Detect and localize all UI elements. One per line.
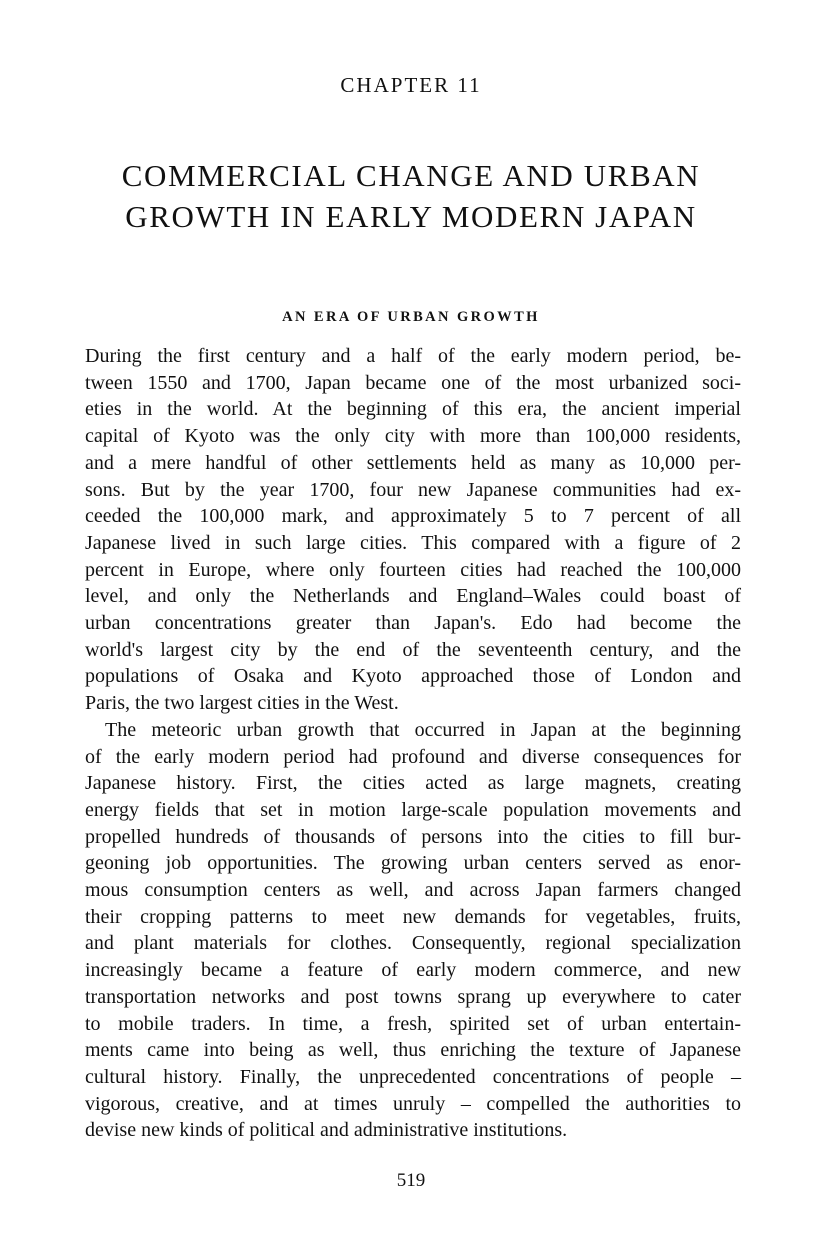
text-line: level, and only the Netherlands and England–Wales could boast of: [85, 585, 741, 608]
text-line: tween 1550 and 1700, Japan became one of the most urbanized soci-: [85, 371, 741, 394]
chapter-title-line: GROWTH IN EARLY MODERN JAPAN: [125, 199, 697, 234]
text-line: and plant materials for clothes. Consequently, regional specialization: [85, 932, 741, 955]
text-line: propelled hundreds of thousands of persons into the cities to fill bur-: [85, 825, 741, 848]
text-line: vigorous, creative, and at times unruly – compelled the authorities to: [85, 1092, 741, 1115]
paragraph: [85, 343, 741, 717]
text-line: geoning job opportunities. The growing urban centers served as enor-: [85, 852, 741, 875]
text-line: Paris, the two largest cities in the West.: [85, 692, 399, 715]
text-line: transportation networks and post towns sprang up everywhere to cater: [85, 985, 741, 1008]
text-line: capital of Kyoto was the only city with more than 100,000 residents,: [85, 425, 741, 448]
text-line: mous consumption centers as well, and across Japan farmers changed: [85, 879, 741, 902]
text-line: and a mere handful of other settlements held as many as 10,000 per-: [85, 451, 741, 474]
text-line: percent in Europe, where only fourteen cities had reached the 100,000: [85, 558, 741, 581]
text-line: sons. But by the year 1700, four new Japanese communities had ex-: [85, 478, 741, 501]
text-line: ments came into being as well, thus enriching the texture of Japanese: [85, 1039, 741, 1062]
text-line: devise new kinds of political and administrative institutions.: [85, 1119, 568, 1142]
paragraph: [85, 717, 741, 1144]
text-line: urban concentrations greater than Japan's. Edo had become the: [85, 612, 741, 635]
body-text: [85, 343, 741, 1144]
section-heading: AN ERA OF URBAN GROWTH: [282, 309, 540, 325]
text-line: eties in the world. At the beginning of this era, the ancient imperial: [85, 398, 741, 421]
text-line: cultural history. Finally, the unprecedented concentrations of people –: [85, 1065, 741, 1088]
text-line: populations of Osaka and Kyoto approached those of London and: [85, 665, 741, 688]
chapter-title: [0, 155, 822, 237]
chapter-title-line: COMMERCIAL CHANGE AND URBAN: [121, 158, 701, 193]
text-line: their cropping patterns to meet new demands for vegetables, fruits,: [85, 905, 741, 928]
text-line: During the first century and a half of the early modern period, be-: [85, 345, 741, 367]
text-line: to mobile traders. In time, a fresh, spirited set of urban entertain-: [85, 1012, 741, 1035]
text-line: of the early modern period had profound and diverse consequences for: [85, 745, 741, 768]
page-number: 519: [396, 1170, 426, 1191]
chapter-label: CHAPTER 11: [340, 73, 482, 97]
text-line: Japanese lived in such large cities. This compared with a figure of 2: [85, 531, 741, 554]
text-line: Japanese history. First, the cities acted as large magnets, creating: [85, 772, 741, 795]
text-line: world's largest city by the end of the seventeenth century, and the: [85, 638, 741, 661]
text-line: ceeded the 100,000 mark, and approximately 5 to 7 percent of all: [85, 505, 741, 528]
text-line: increasingly became a feature of early modern commerce, and new: [85, 959, 741, 982]
text-line: energy fields that set in motion large-scale population movements and: [85, 798, 741, 821]
text-line: The meteoric urban growth that occurred in Japan at the beginning: [105, 718, 741, 741]
